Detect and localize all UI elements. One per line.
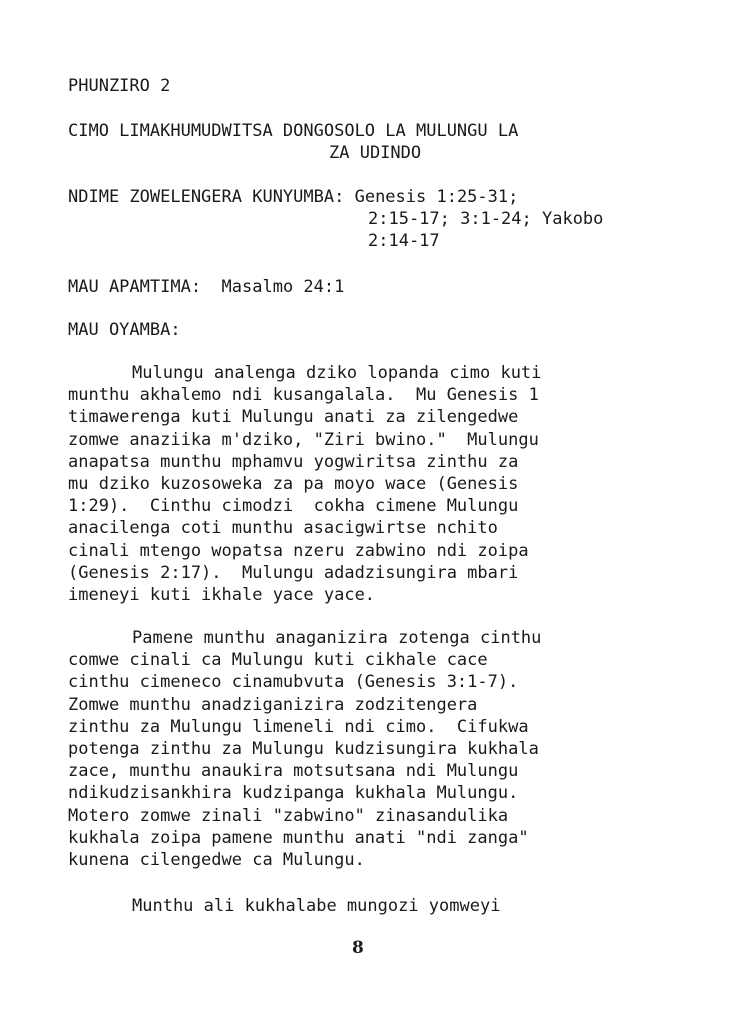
home-reading-label: NDIME ZOWELENGERA KUNYUMBA:	[68, 187, 345, 207]
paragraph-line: munthu akhalemo ndi kusangalala. Mu Genesis 1	[68, 385, 539, 406]
paragraph-line: kukhala zoipa pamene munthu anati "ndi zanga"	[68, 827, 529, 848]
paragraph-line: ndikudzisankhira kudzipanga kukhala Mulungu.	[68, 783, 519, 804]
page-number: 8	[352, 938, 364, 958]
paragraph-line: zomwe anaziika m'dziko, "Ziri bwino." Mulungu	[68, 429, 539, 450]
home-reading-ref-3: 2:14-17	[368, 231, 440, 251]
paragraph-line: timawerenga kuti Mulungu anati za zilengedwe	[68, 407, 519, 428]
paragraph-line: kunena cilengedwe ca Mulungu.	[68, 850, 365, 871]
paragraph-line: imeneyi kuti ikhale yace yace.	[68, 585, 376, 606]
intro-heading: MAU OYAMBA:	[68, 320, 181, 340]
home-reading-ref-1: Genesis 1:25-31;	[354, 187, 519, 207]
paragraph-line: Mulungu analenga dziko lopanda cimo kuti	[132, 363, 542, 383]
paragraph-line: cinali mtengo wopatsa nzeru zabwino ndi zoipa	[68, 540, 529, 561]
paragraph-line: (Genesis 2:17). Mulungu adadzisungira mbari	[68, 562, 519, 583]
lesson-title-line-1: CIMO LIMAKHUMUDWITSA DONGOSOLO LA MULUNGU LA	[68, 121, 519, 141]
home-reading-ref-2: 2:15-17; 3:1-24; Yakobo	[368, 209, 604, 229]
paragraph-2	[68, 627, 541, 871]
memory-verse	[68, 276, 344, 298]
memory-verse-label: MAU APAMTIMA:	[68, 277, 202, 297]
paragraph-line: comwe cinali ca Mulungu kuti cikhale cace	[68, 650, 488, 671]
paragraph-line: anapatsa munthu mphamvu yogwiritsa zinthu za	[68, 451, 519, 472]
paragraph-line: Motero zomwe zinali "zabwino" zinasandulika	[68, 805, 509, 826]
paragraph-line: zinthu za Mulungu limeneli ndi cimo. Cifukwa	[68, 716, 529, 737]
home-reading	[68, 186, 518, 208]
paragraph-line: zace, munthu anaukira motsutsana ndi Mulungu	[68, 761, 519, 782]
memory-verse-ref: Masalmo 24:1	[221, 277, 345, 297]
paragraph-line: Zomwe munthu anadziganizira zodzitengera	[68, 694, 478, 715]
paragraph-line: mu dziko kuzosoweka za pa moyo wace (Genesis	[68, 474, 519, 495]
paragraph-line: 1:29). Cinthu cimodzi cokha cimene Mulungu	[68, 496, 519, 517]
lesson-title-line-2: ZA UDINDO	[329, 143, 422, 163]
paragraph-line: cinthu cimeneco cinamubvuta (Genesis 3:1-7).	[68, 672, 519, 693]
paragraph-1	[68, 362, 541, 606]
paragraph-line: potenga zinthu za Mulungu kudzisungira kukhala	[68, 739, 539, 760]
lesson-heading: PHUNZIRO 2	[68, 76, 171, 96]
paragraph-line: Munthu ali kukhalabe mungozi yomweyi	[132, 896, 501, 916]
paragraph-line: anacilenga coti munthu asacigwirtse nchito	[68, 518, 498, 539]
paragraph-line: Pamene munthu anaganizira zotenga cinthu	[132, 628, 542, 648]
paragraph-3	[68, 895, 500, 917]
